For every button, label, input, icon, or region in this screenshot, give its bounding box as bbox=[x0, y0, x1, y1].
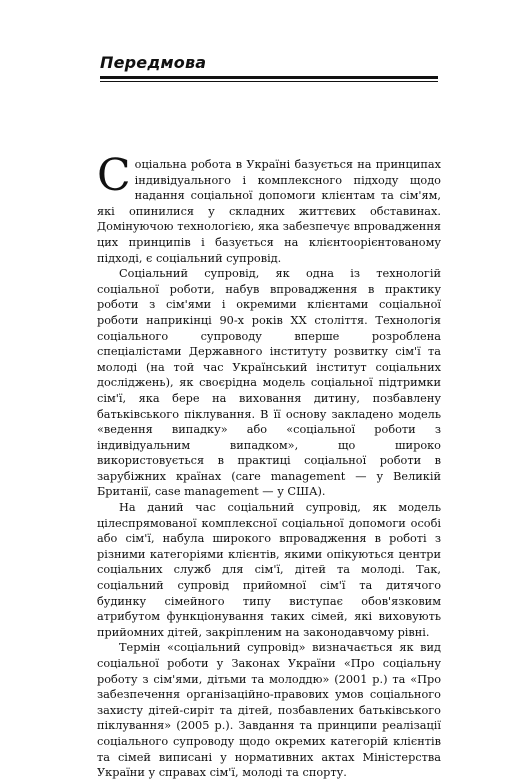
paragraph-2: Соціальний супровід, як одна із технологій соціальної роботи, набув впровадження в практику роботи з сім'ями і окремими клієнтами соціальної роботи наприкінці 90-х років XX століття. Технологія соціального супроводу вперше розроблена спеціалістами Державного інституту розвитку сім'ї та молоді (на той час Український інститут соціальних досліджень), як своєрідна модель соціальної підтримки сім'ї, яка бере на виховання дитину, позбавлену батьківського піклування. В її основу закладено модель «ведення випадку» або «соціальної роботи з індивідуальним випадком», що широко використовується в практиці соціальної роботи в зарубіжних країнах (care management — у Великій Британії, case management — у США). bbox=[97, 267, 441, 499]
body-text bbox=[97, 150, 441, 781]
header-rule bbox=[100, 76, 438, 82]
paragraph-1 bbox=[97, 150, 441, 266]
paragraph-4: Термін «соціальний супровід» визначається як вид соціальної роботи у Законах України «Про соціальну роботу з сім'ями, дітьми та молоддю» (2001 р.) та «Про забезпечення організаційно-правових умов соціального захисту дітей-сиріт та дітей, позбавлених батьківського піклування» (2005 р.). Завдання та принципи реалізації соціального супроводу щодо окремих категорій клієнтів та сімей виписані у нормативних актах Міністерства України у справах сім'ї, молоді та спорту. bbox=[97, 641, 441, 780]
chapter-header bbox=[100, 54, 438, 82]
paragraph-1-text: оціальна робота в Україні базується на принципах індивідуального і комплексного підходу щодо надання соціальної допомоги клієнтам та сім'ям, які опинилися у складних життєвих обставинах. Домінуючою технологією, яка забезпечує впровадження цих принципів і базується на клієнтоорієнтованому підході, є соціальний супровід. bbox=[97, 158, 441, 265]
chapter-title: Передмова bbox=[100, 53, 207, 72]
paragraph-3: На даний час соціальний супровід, як модель цілеспрямованої комплексної соціальної допомоги особі або сім'ї, набула широкого впровадження в роботі з різними категоріями клієнтів, якими опікуються центри соціальних служб для сім'ї, дітей та молоді. Так, соціальний супровід прийомної сім'ї та дитячого будинку сімейного типу виступає обов'язковим атрибутом функціонування таких сімей, які виховують прийомних дітей, закріпленим на законодавчому рівні. bbox=[97, 501, 441, 639]
drop-cap: С bbox=[97, 150, 131, 201]
